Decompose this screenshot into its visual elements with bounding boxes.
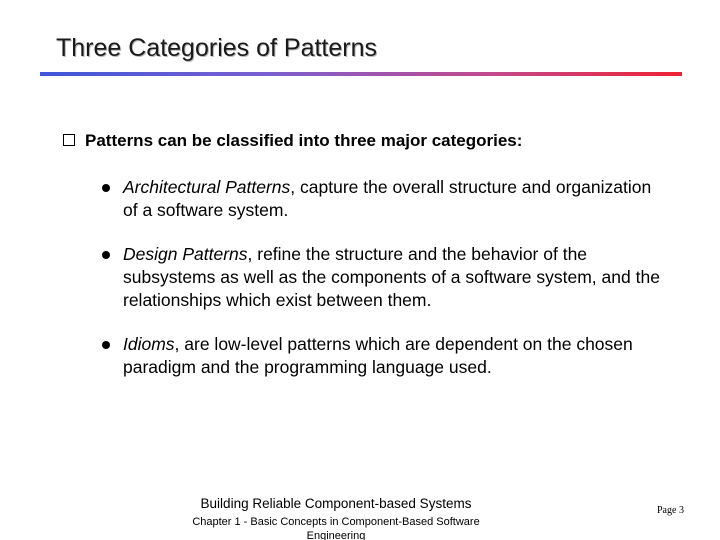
footer-chapter: Chapter 1 - Basic Concepts in Component-Based Software Engineering [192,516,480,540]
footer-course: Building Reliable Component-based Systems [200,496,472,511]
bullet-dot-icon [102,341,110,349]
bullet-description: , capture the overall structure and organization of a software system. [123,177,652,220]
bullet-text [123,243,662,312]
bullet-item-idioms [102,333,662,379]
bullet-text [123,333,662,379]
bullet-dot-icon [102,251,110,259]
intro-text: Patterns can be classified into three major categories: [85,131,523,150]
bullet-text [123,176,662,222]
bullet-term: Design Patterns [123,244,248,264]
bullet-item-architectural [102,176,662,222]
bullet-term: Architectural Patterns [123,177,291,197]
slide-title: Three Categories of Patterns [56,34,377,62]
bullet-description: , refine the structure and the behavior of the subsystems as well as the components of a software system, and the relationships which exist between them. [123,244,660,310]
bullet-description: , are low-level patterns which are dependent on the chosen paradigm and the programming language used. [123,334,633,377]
intro-item [63,131,522,151]
page-number: Page 3 [657,505,684,516]
title-underline [40,72,682,76]
bullet-term: Idioms [123,334,175,354]
bullet-dot-icon [102,184,110,192]
bullet-item-design [102,243,662,312]
checkbox-bullet-icon [63,134,75,146]
